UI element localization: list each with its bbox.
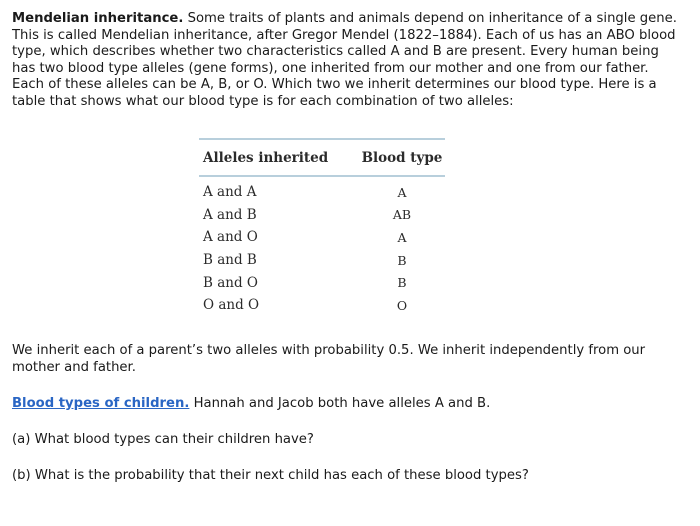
row-alleles: A and A [203, 184, 257, 201]
row-alleles: B and O [203, 274, 258, 291]
row-alleles: A and O [203, 229, 258, 246]
row-blood-type: A [397, 229, 407, 245]
table-header [199, 140, 445, 175]
header-blood-type: Blood type [361, 149, 443, 166]
row-blood-type: O [396, 297, 408, 313]
row-alleles: O and O [203, 297, 260, 314]
row-blood-type: B [397, 252, 407, 268]
row-alleles: B and B [203, 252, 257, 269]
blood-type-table [199, 138, 445, 317]
table-row [199, 249, 445, 272]
exercise-title-link[interactable]: Blood types of children. [12, 396, 190, 411]
row-blood-type: AB [392, 207, 412, 223]
exercise-statement [12, 396, 680, 413]
table-row [199, 294, 445, 317]
question-part-a: (a) What blood types can their children have? [12, 432, 314, 447]
row-alleles: A and B [203, 206, 257, 223]
probability-note: We inherit each of a parent’s two alleles with probability 0.5. We inherit independently from our mother and father. [12, 343, 646, 375]
row-blood-type: A [397, 184, 407, 200]
table-row [199, 181, 445, 204]
table-body [199, 177, 445, 317]
exercise-text: Hannah and Jacob both have alleles A and B. [189, 396, 491, 411]
intro-lead: Mendelian inheritance. [12, 11, 184, 26]
question-part-b: (b) What is the probability that their next child has each of these blood types? [12, 468, 529, 483]
intro-text: Some traits of plants and animals depend on inheritance of a single gene. This is called Mendelian inheritance, after Gregor Mendel (1822–1884). Each of us has an ABO blood type, which describes whether two characteristics called A and B are present. Every human being has two blood type alleles (gene forms), one inherited from our mother and one from our father. Each of these alleles can be A, B, or O. Which two we inherit determines our blood type. Here is a table that shows what our blood type is for each combination of two alleles: [12, 11, 677, 109]
table-row [199, 271, 445, 294]
table-row [199, 226, 445, 249]
intro-paragraph [12, 11, 680, 111]
table-row [199, 204, 445, 227]
row-blood-type: B [397, 275, 407, 291]
header-alleles: Alleles inherited [203, 149, 329, 166]
